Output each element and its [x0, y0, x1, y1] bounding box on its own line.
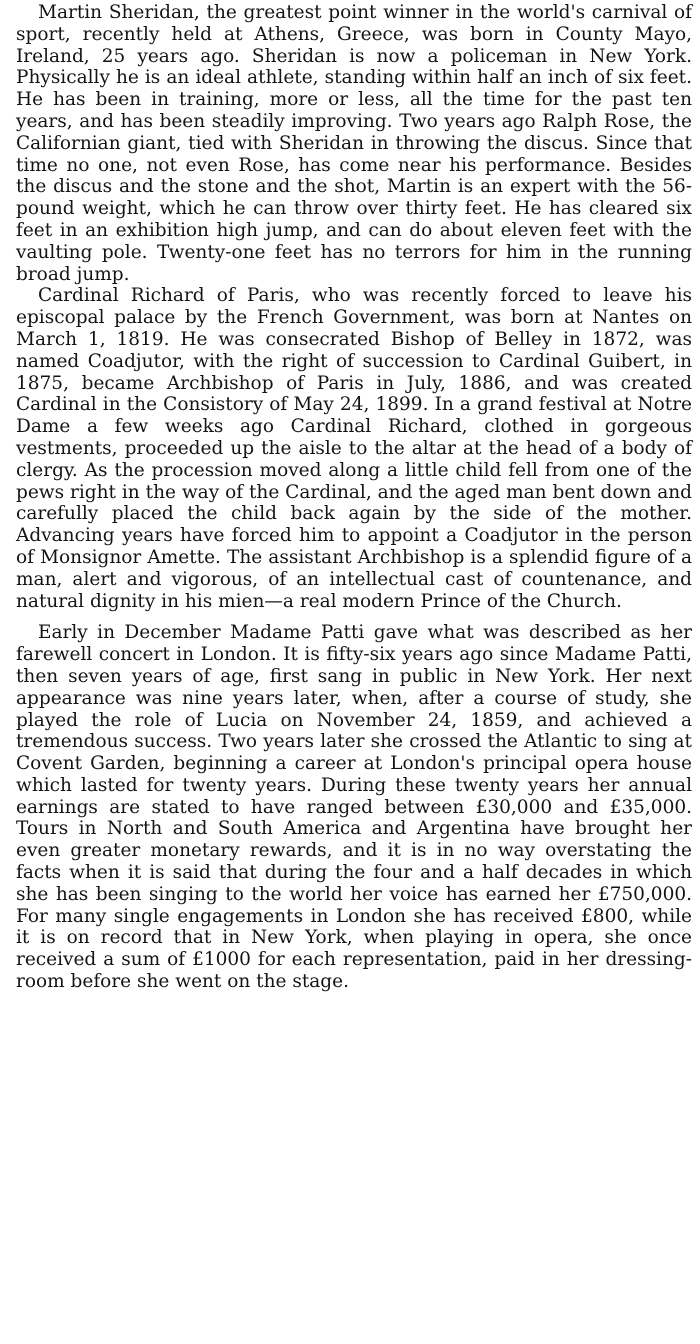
article-column	[16, 2, 692, 993]
paragraph-cardinal-richard: Cardinal Richard of Paris, who was recently forced to leave his episcopal palace by the French Government, was born at Nantes on March 1, 1819. He was consecrated Bishop of Belley in 1872, was named Coadjutor, with the right of succession to Cardinal Guibert, in 1875, became Archbishop of Paris in July, 1886, and was created Cardinal in the Consistory of May 24, 1899. In a grand festival at Notre Dame a few weeks ago Cardinal Richard, clothed in gorgeous vestments, proceeded up the aisle to the altar at the head of a body of clergy. As the procession moved along a little child fell from one of the pews right in the way of the Cardinal, and the aged man bent down and carefully placed the child back again by the side of the mother. Advancing years have forced him to appoint a Coadjutor in the person of Monsignor Amette. The assistant Archbishop is a splendid figure of a man, alert and vigorous, of an intellectual cast of countenance, and natural dignity in his mien—a real modern Prince of the Church.	[16, 285, 692, 612]
paragraph-sheridan: Martin Sheridan, the greatest point winner in the world's carnival of sport, recently held at Athens, Greece, was born in County Mayo, Ireland, 25 years ago. Sheridan is now a policeman in New York. Physically he is an ideal athlete, standing within half an inch of six feet. He has been in training, more or less, all the time for the past ten years, and has been steadily improving. Two years ago Ralph Rose, the Californian giant, tied with Sheridan in throwing the discus. Since that time no one, not even Rose, has come near his performance. Besides the discus and the stone and the shot, Martin is an expert with the 56-pound weight, which he can throw over thirty feet. He has cleared six feet in an exhibition high jump, and can do about eleven feet with the vaulting pole. Twenty-one feet has no terrors for him in the running broad jump.	[16, 2, 692, 285]
paragraph-madame-patti: Early in December Madame Patti gave what was described as her farewell concert in London. It is fifty-six years ago since Madame Patti, then seven years of age, first sang in public in New York. Her next appearance was nine years later, when, after a course of study, she played the role of Lucia on November 24, 1859, and achieved a tremendous success. Two years later she crossed the Atlantic to sing at Covent Garden, beginning a career at London's principal opera house which lasted for twenty years. During these twenty years her annual earnings are stated to have ranged between £30,000 and £35,000. Tours in North and South America and Argentina have brought her even greater monetary rewards, and it is in no way overstating the facts when it is said that during the four and a half decades in which she has been singing to the world her voice has earned her £750,000. For many single engagements in London she has received £800, while it is on record that in New York, when playing in opera, she once received a sum of £1000 for each representation, paid in her dressing-room before she went on the stage.	[16, 622, 692, 993]
